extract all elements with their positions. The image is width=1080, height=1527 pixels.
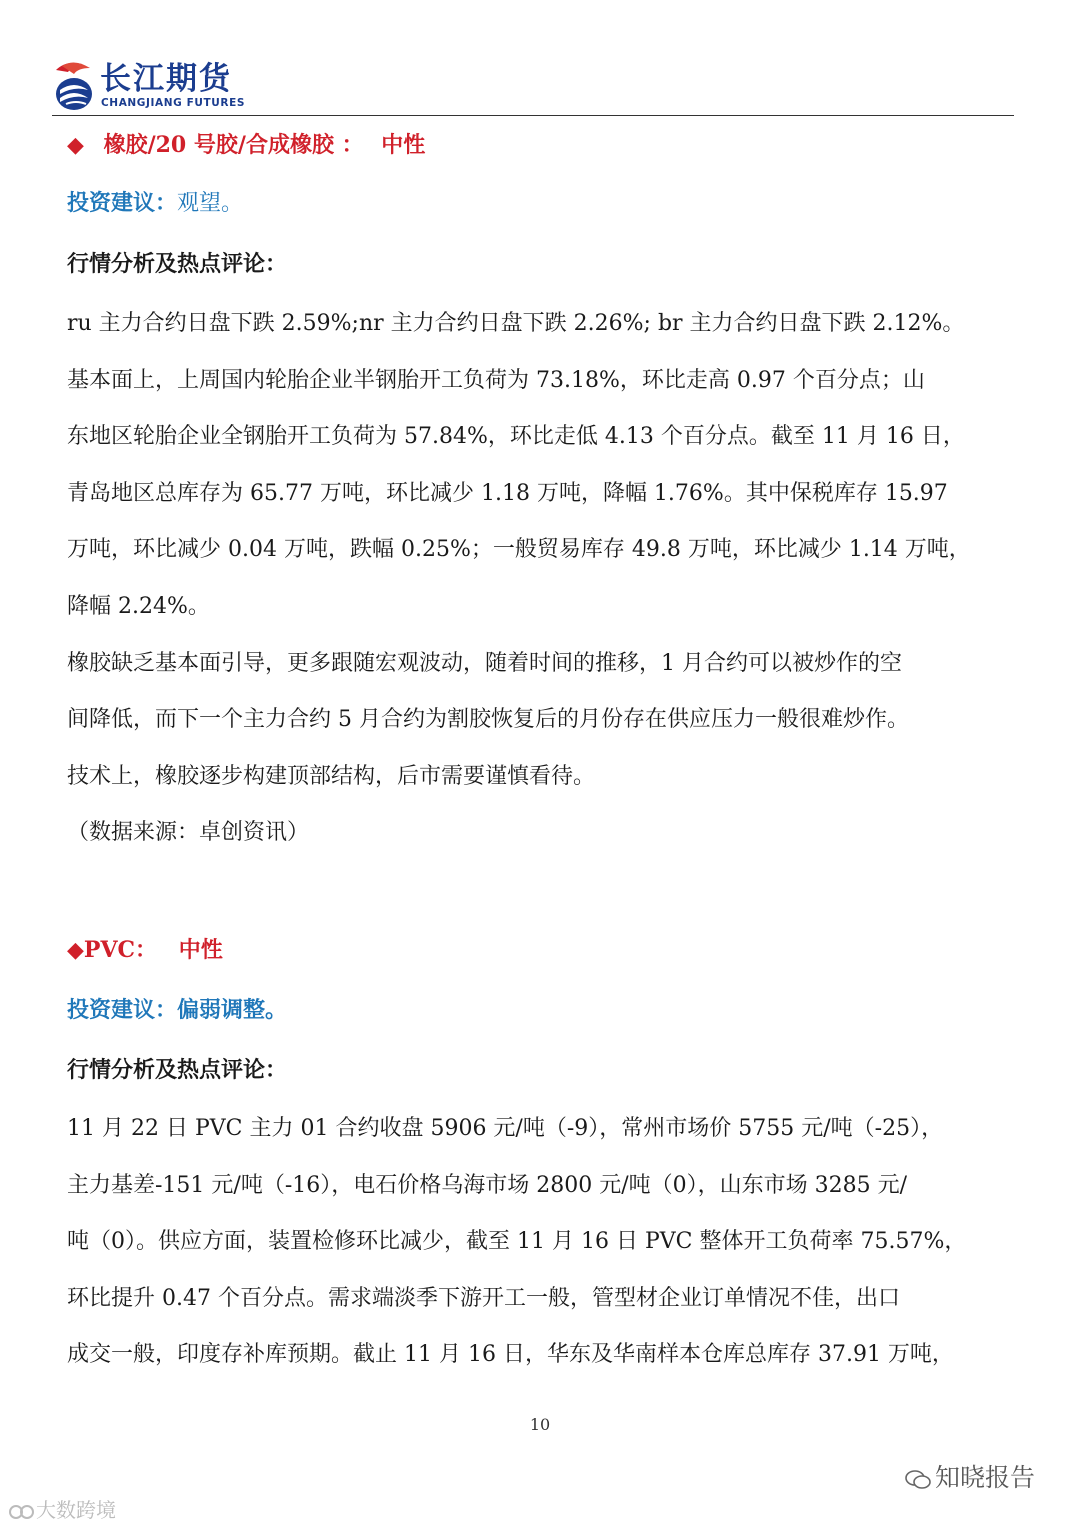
section-title-pvc <box>67 922 1017 980</box>
header-divider <box>52 115 1014 116</box>
data-source-note: （数据来源：卓创资讯） <box>67 820 310 845</box>
advice-value: 偏弱调整。 <box>177 997 288 1023</box>
section-rating: 中性 <box>178 937 223 963</box>
body-line: 成交一般，印度存补库预期。截止 11 月 16 日，华东及华南样本仓库总库存 37.91 万吨， <box>67 1342 954 1367</box>
body-line: 技术上，橡胶逐步构建顶部结构，后市需要谨慎看待。 <box>67 764 596 789</box>
wechat-icon <box>905 1468 931 1490</box>
section-title-name: PVC： <box>83 937 158 963</box>
watermark-logo-icon <box>8 1502 36 1522</box>
watermark-text: 知晓报告 <box>935 1463 1036 1492</box>
watermark-right <box>905 1458 1035 1494</box>
section-rating: 中性 <box>381 132 426 158</box>
advice-label: 投资建议： <box>67 997 178 1023</box>
body-line: 吨（0）。供应方面，装置检修环比减少，截至 11 月 16 日 PVC 整体开工负荷率 75.57%， <box>67 1229 967 1254</box>
body-line: ru 主力合约日盘下跌 2.59%;nr 主力合约日盘下跌 2.26%; br 主力合约日盘下跌 2.12%。 <box>67 311 965 336</box>
company-name-cn: 长江期货 <box>100 61 232 97</box>
section-title-name: 橡胶/20 号胶/合成橡胶 ： <box>103 132 364 158</box>
advice-value: 观望。 <box>177 191 244 216</box>
body-line: 万吨，环比减少 0.04 万吨，跌幅 0.25%；一般贸易库存 49.8 万吨，环比减少 1.14 万吨， <box>67 537 971 562</box>
body-line: 环比提升 0.47 个百分点。需求端淡季下游开工一般，管型材企业订单情况不佳，出口 <box>67 1286 900 1311</box>
investment-advice-pvc <box>67 982 1017 1039</box>
body-line: 间降低，而下一个主力合约 5 月合约为割胶恢复后的月份存在供应压力一般很难炒作。 <box>67 707 909 732</box>
body-line: 降幅 2.24%。 <box>67 594 210 619</box>
section-title-rubber <box>67 117 1017 175</box>
watermark-left <box>8 1494 116 1523</box>
company-logo-icon <box>52 60 96 112</box>
body-line: 主力基差-151 元/吨（-16），电石价格乌海市场 2800 元/吨（0），山东市场 3285 元/ <box>67 1173 908 1198</box>
body-line: 橡胶缺乏基本面引导，更多跟随宏观波动，随着时间的推移，1 月合约可以被炒作的空 <box>67 651 902 676</box>
page-header <box>52 60 472 116</box>
watermark-text: 大数跨境 <box>36 1498 116 1522</box>
analysis-heading-rubber: 行情分析及热点评论： <box>67 251 288 277</box>
body-line: 青岛地区总库存为 65.77 万吨，环比减少 1.18 万吨，降幅 1.76%。其中保税库存 15.97 <box>67 481 948 506</box>
body-line: 基本面上，上周国内轮胎企业半钢胎开工负荷为 73.18%，环比走高 0.97 个百分点；山 <box>67 368 925 393</box>
analysis-heading-pvc: 行情分析及热点评论： <box>67 1057 288 1083</box>
diamond-bullet-icon: ◆ <box>67 133 84 158</box>
page-number: 10 <box>529 1415 551 1434</box>
body-line: 东地区轮胎企业全钢胎开工负荷为 57.84%，环比走低 4.13 个百分点。截至 11 月 16 日， <box>67 424 965 449</box>
advice-label: 投资建议： <box>67 190 178 216</box>
company-name-en: CHANGJIANG FUTURES <box>101 97 246 109</box>
diamond-bullet-icon: ◆ <box>67 938 84 963</box>
investment-advice-rubber <box>67 175 1017 233</box>
body-line: 11 月 22 日 PVC 主力 01 合约收盘 5906 元/吨（-9），常州市场价 5755 元/吨（-25）， <box>67 1116 944 1141</box>
